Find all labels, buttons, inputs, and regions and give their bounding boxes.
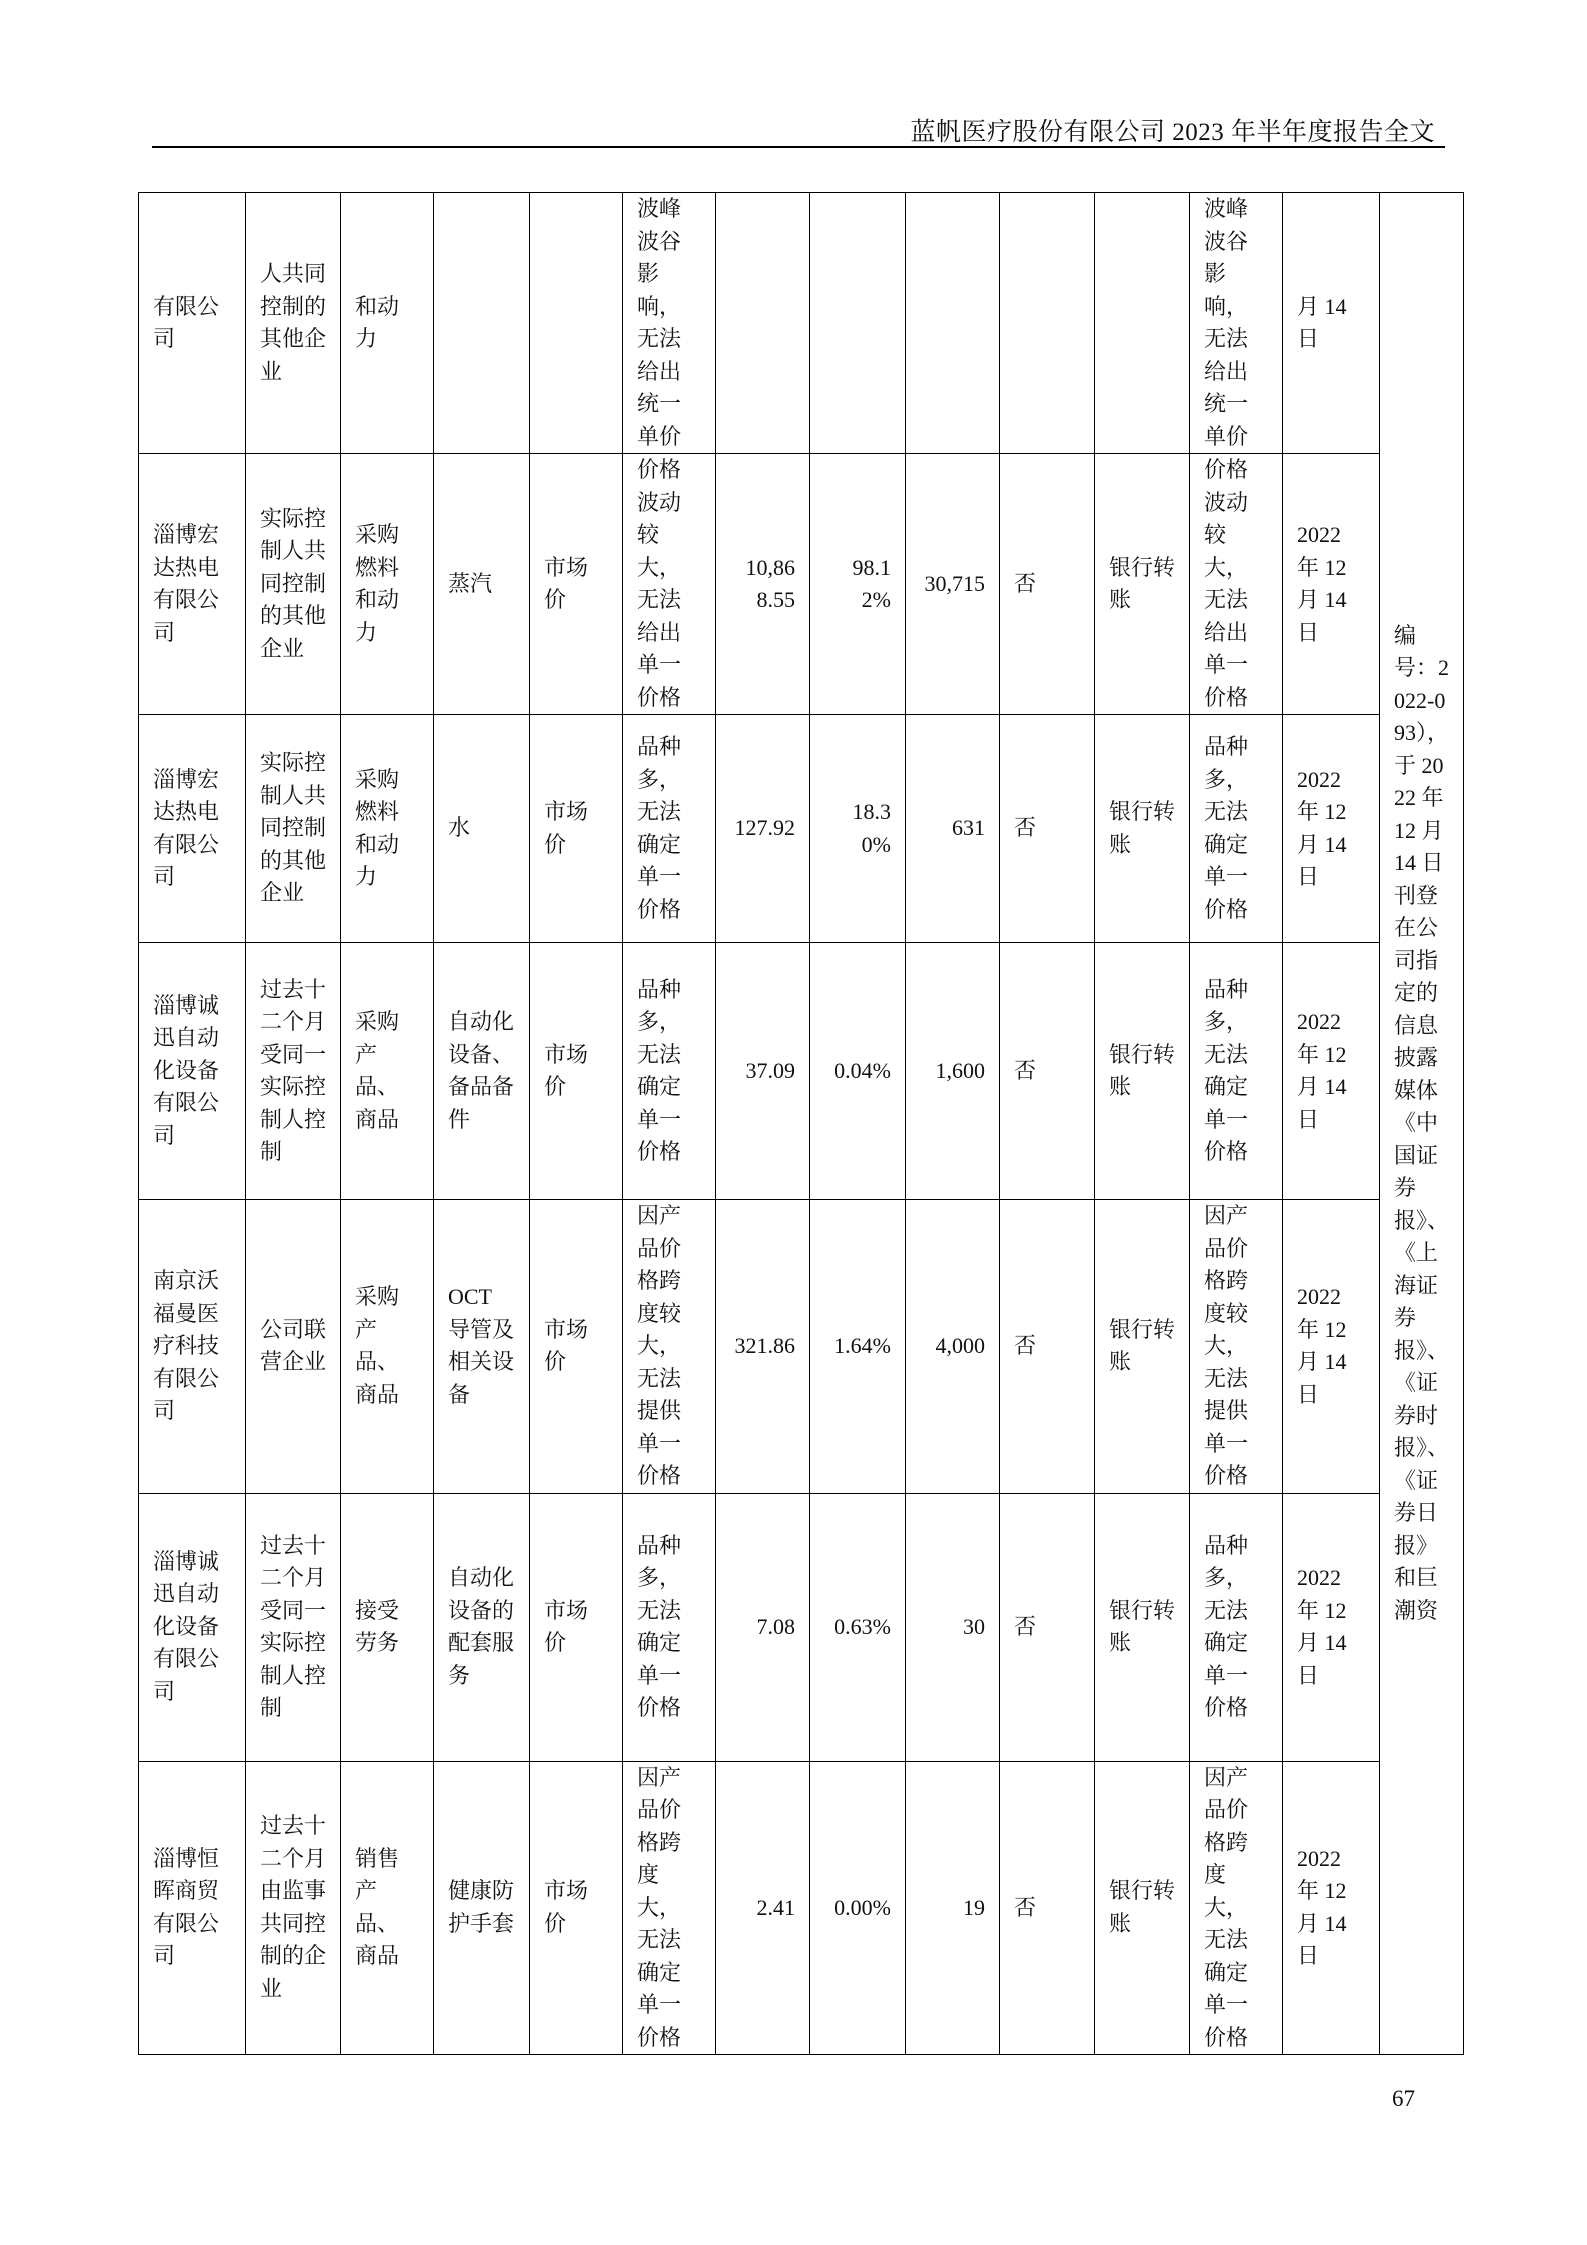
cell-relation: 过去十二个月受同一实际控制人控制 bbox=[246, 1493, 341, 1761]
cell-ratio: 0.04% bbox=[810, 943, 906, 1200]
cell-party: 有限公司 bbox=[139, 193, 246, 454]
cell-ratio: 98.12% bbox=[810, 454, 906, 715]
cell-type: 采购产品、商品 bbox=[341, 1200, 434, 1494]
cell-price: 因产品价格跨度大，无法确定单一价格 bbox=[623, 1761, 716, 2055]
table-row bbox=[139, 1200, 1464, 1494]
cell-type: 采购燃料和动力 bbox=[341, 715, 434, 943]
cell-price: 因产品价格跨度较大，无法提供单一价格 bbox=[623, 1200, 716, 1494]
cell-disclosure-date: 2022 年 12 月 14 日 bbox=[1283, 1200, 1380, 1494]
cell-approved-limit: 30 bbox=[906, 1493, 1000, 1761]
cell-exceeded: 否 bbox=[1000, 1493, 1095, 1761]
cell-ratio: 0.63% bbox=[810, 1493, 906, 1761]
cell-market-price: 价格波动较大，无法给出单一价格 bbox=[1190, 454, 1283, 715]
cell-party: 淄博恒晖商贸有限公司 bbox=[139, 1761, 246, 2055]
cell-ratio: 1.64% bbox=[810, 1200, 906, 1494]
cell-amount: 7.08 bbox=[716, 1493, 810, 1761]
table-row bbox=[139, 715, 1464, 943]
cell-party: 淄博诚迅自动化设备有限公司 bbox=[139, 943, 246, 1200]
cell-approved-limit: 1,600 bbox=[906, 943, 1000, 1200]
related-party-transactions-table bbox=[138, 192, 1464, 2055]
cell-settlement: 银行转账 bbox=[1095, 1200, 1190, 1494]
cell-exceeded: 否 bbox=[1000, 715, 1095, 943]
cell-amount: 127.92 bbox=[716, 715, 810, 943]
cell-approved-limit: 19 bbox=[906, 1761, 1000, 2055]
table-row bbox=[139, 943, 1464, 1200]
cell-ratio: 18.30% bbox=[810, 715, 906, 943]
cell-settlement: 银行转账 bbox=[1095, 1493, 1190, 1761]
cell-content: 水 bbox=[434, 715, 530, 943]
cell-party: 淄博诚迅自动化设备有限公司 bbox=[139, 1493, 246, 1761]
cell-pricing-principle: 市场价 bbox=[530, 715, 623, 943]
cell-settlement: 银行转账 bbox=[1095, 943, 1190, 1200]
cell-exceeded: 否 bbox=[1000, 943, 1095, 1200]
cell-content: 自动化设备、备品备件 bbox=[434, 943, 530, 1200]
header-divider bbox=[152, 146, 1445, 148]
cell-amount: 37.09 bbox=[716, 943, 810, 1200]
cell-exceeded: 否 bbox=[1000, 1761, 1095, 2055]
cell-type: 接受劳务 bbox=[341, 1493, 434, 1761]
cell-type: 采购产品、商品 bbox=[341, 943, 434, 1200]
table-row bbox=[139, 1493, 1464, 1761]
table-row bbox=[139, 454, 1464, 715]
cell-party: 淄博宏达热电有限公司 bbox=[139, 715, 246, 943]
cell-settlement bbox=[1095, 193, 1190, 454]
cell-amount: 10,868.55 bbox=[716, 454, 810, 715]
cell-type: 销售产品、商品 bbox=[341, 1761, 434, 2055]
cell-amount bbox=[716, 193, 810, 454]
cell-pricing-principle: 市场价 bbox=[530, 943, 623, 1200]
cell-approved-limit: 4,000 bbox=[906, 1200, 1000, 1494]
cell-ratio: 0.00% bbox=[810, 1761, 906, 2055]
cell-relation: 实际控制人共同控制的其他企业 bbox=[246, 715, 341, 943]
cell-price: 波峰波谷影响，无法给出统一单价 bbox=[623, 193, 716, 454]
cell-market-price: 品种多，无法确定单一价格 bbox=[1190, 715, 1283, 943]
cell-approved-limit: 30,715 bbox=[906, 454, 1000, 715]
cell-price: 品种多，无法确定单一价格 bbox=[623, 715, 716, 943]
cell-content: 健康防护手套 bbox=[434, 1761, 530, 2055]
cell-pricing-principle: 市场价 bbox=[530, 1493, 623, 1761]
cell-settlement: 银行转账 bbox=[1095, 1761, 1190, 2055]
cell-type: 采购燃料和动力 bbox=[341, 454, 434, 715]
cell-content: 自动化设备的配套服务 bbox=[434, 1493, 530, 1761]
table-row bbox=[139, 1761, 1464, 2055]
cell-disclosure-date: 月 14 日 bbox=[1283, 193, 1380, 454]
cell-pricing-principle: 市场价 bbox=[530, 1200, 623, 1494]
cell-relation: 过去十二个月受同一实际控制人控制 bbox=[246, 943, 341, 1200]
cell-relation: 过去十二个月由监事共同控制的企业 bbox=[246, 1761, 341, 2055]
cell-approved-limit: 631 bbox=[906, 715, 1000, 943]
cell-ratio bbox=[810, 193, 906, 454]
cell-pricing-principle bbox=[530, 193, 623, 454]
cell-market-price: 因产品价格跨度大，无法确定单一价格 bbox=[1190, 1761, 1283, 2055]
cell-party: 南京沃福曼医疗科技有限公司 bbox=[139, 1200, 246, 1494]
cell-type: 和动力 bbox=[341, 193, 434, 454]
cell-pricing-principle: 市场价 bbox=[530, 454, 623, 715]
cell-exceeded bbox=[1000, 193, 1095, 454]
page-number: 67 bbox=[1392, 2086, 1415, 2111]
cell-disclosure-date: 2022 年 12 月 14 日 bbox=[1283, 1493, 1380, 1761]
cell-exceeded: 否 bbox=[1000, 1200, 1095, 1494]
cell-party: 淄博宏达热电有限公司 bbox=[139, 454, 246, 715]
table-row bbox=[139, 193, 1464, 454]
cell-pricing-principle: 市场价 bbox=[530, 1761, 623, 2055]
cell-disclosure-date: 2022 年 12 月 14 日 bbox=[1283, 715, 1380, 943]
cell-relation: 实际控制人共同控制的其他企业 bbox=[246, 454, 341, 715]
cell-amount: 321.86 bbox=[716, 1200, 810, 1494]
cell-content: OCT 导管及相关设备 bbox=[434, 1200, 530, 1494]
cell-relation: 公司联营企业 bbox=[246, 1200, 341, 1494]
cell-price: 品种多，无法确定单一价格 bbox=[623, 1493, 716, 1761]
cell-market-price: 波峰波谷影响，无法给出统一单价 bbox=[1190, 193, 1283, 454]
cell-content bbox=[434, 193, 530, 454]
cell-price: 价格波动较大，无法给出单一价格 bbox=[623, 454, 716, 715]
cell-disclosure-date: 2022 年 12 月 14 日 bbox=[1283, 454, 1380, 715]
cell-market-price: 品种多，无法确定单一价格 bbox=[1190, 943, 1283, 1200]
cell-settlement: 银行转账 bbox=[1095, 454, 1190, 715]
cell-settlement: 银行转账 bbox=[1095, 715, 1190, 943]
cell-relation: 人共同控制的其他企业 bbox=[246, 193, 341, 454]
report-header-title: 蓝帆医疗股份有限公司 2023 年半年度报告全文 bbox=[910, 119, 1435, 146]
cell-disclosure-index: 编号：2022-093），于 2022 年 12 月 14 日刊登在公司指定的信息披露媒体《中国证券报》、《上海证券报》、《证券时报》、《证券日报》和巨潮资 bbox=[1380, 193, 1464, 2055]
cell-approved-limit bbox=[906, 193, 1000, 454]
cell-market-price: 因产品价格跨度较大，无法提供单一价格 bbox=[1190, 1200, 1283, 1494]
cell-exceeded: 否 bbox=[1000, 454, 1095, 715]
cell-market-price: 品种多，无法确定单一价格 bbox=[1190, 1493, 1283, 1761]
cell-disclosure-date: 2022 年 12 月 14 日 bbox=[1283, 1761, 1380, 2055]
cell-content: 蒸汽 bbox=[434, 454, 530, 715]
cell-disclosure-date: 2022 年 12 月 14 日 bbox=[1283, 943, 1380, 1200]
cell-amount: 2.41 bbox=[716, 1761, 810, 2055]
cell-price: 品种多，无法确定单一价格 bbox=[623, 943, 716, 1200]
